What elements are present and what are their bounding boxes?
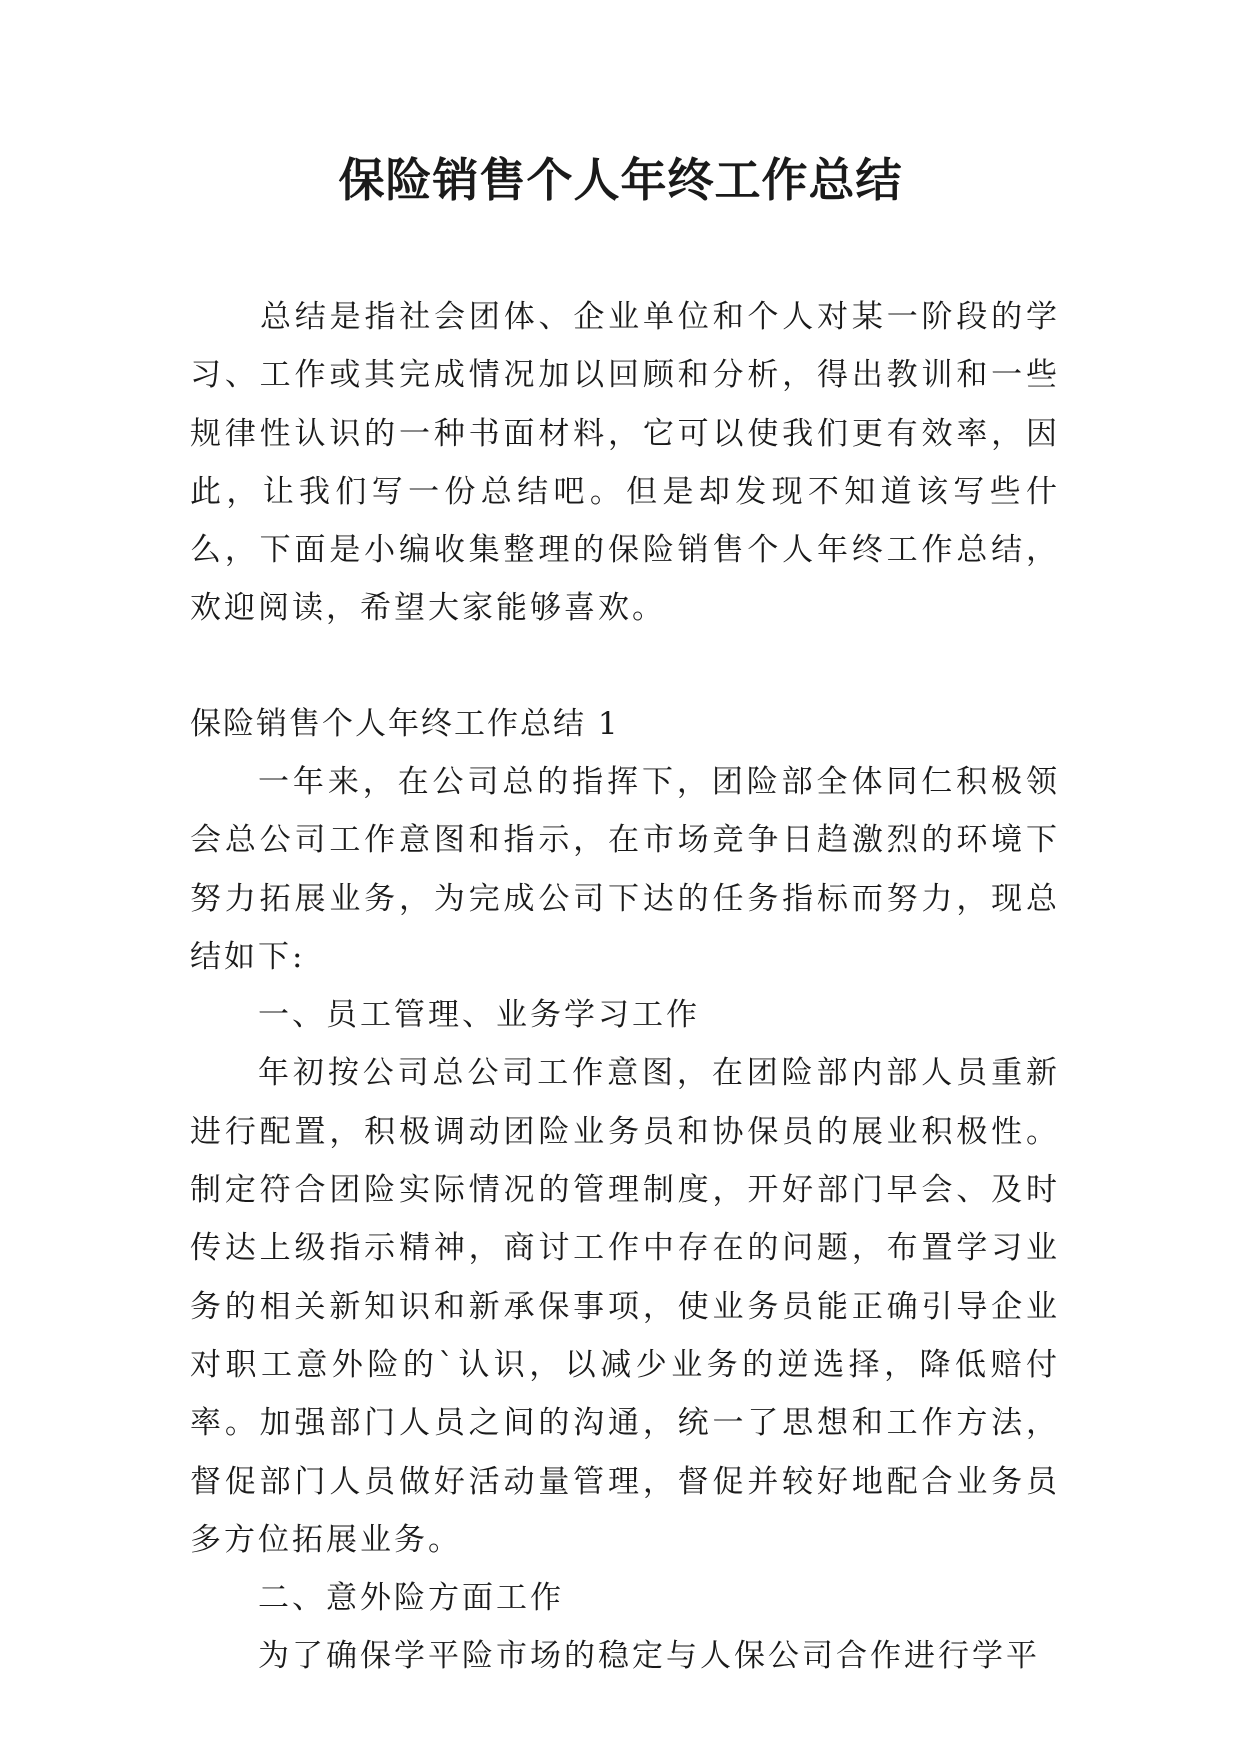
paragraph-staff-management: 年初按公司总公司工作意图，在团险部内部人员重新进行配置，积极调动团险业务员和协保员的展业积极性。制定符合团险实际情况的管理制度，开好部门早会、及时传达上级指示精神，商讨工作中存在的问题，布置学习业务的相关新知识和新承保事项，使业务员能正确引导企业对职工意外险的`认识，以减少业务的逆选择，降低赔付率。加强部门人员之间的沟通，统一了思想和工作方法，督促部门人员做好活动量管理，督促并较好地配合业务员多方位拓展业务。 xyxy=(190,1055,1060,1558)
paragraph-overview: 一年来，在公司总的指挥下，团险部全体同仁积极领会总公司工作意图和指示，在市场竞争日趋激烈的环境下努力拓展业务，为完成公司下达的任务指标而努力，现总结如下: xyxy=(190,764,1060,975)
intro-paragraph: 总结是指社会团体、企业单位和个人对某一阶段的学习、工作或其完成情况加以回顾和分析，得出教训和一些规律性认识的一种书面材料，它可以使我们更有效率，因此，让我们写一份总结吧。但是却发现不知道该写些什么，下面是小编收集整理的保险销售个人年终工作总结，欢迎阅读，希望大家能够喜欢。 xyxy=(190,299,1060,627)
subheading-staff-management: 一、员工管理、业务学习工作 xyxy=(258,997,700,1034)
paragraph-accident-insurance: 为了确保学平险市场的稳定与人保公司合作进行学平 xyxy=(258,1638,1040,1675)
subheading-accident-insurance: 二、意外险方面工作 xyxy=(258,1580,564,1617)
section-body xyxy=(190,753,1060,1686)
document-title: 保险销售个人年终工作总结 xyxy=(338,153,903,207)
section-heading: 保险销售个人年终工作总结 1 xyxy=(190,706,620,742)
